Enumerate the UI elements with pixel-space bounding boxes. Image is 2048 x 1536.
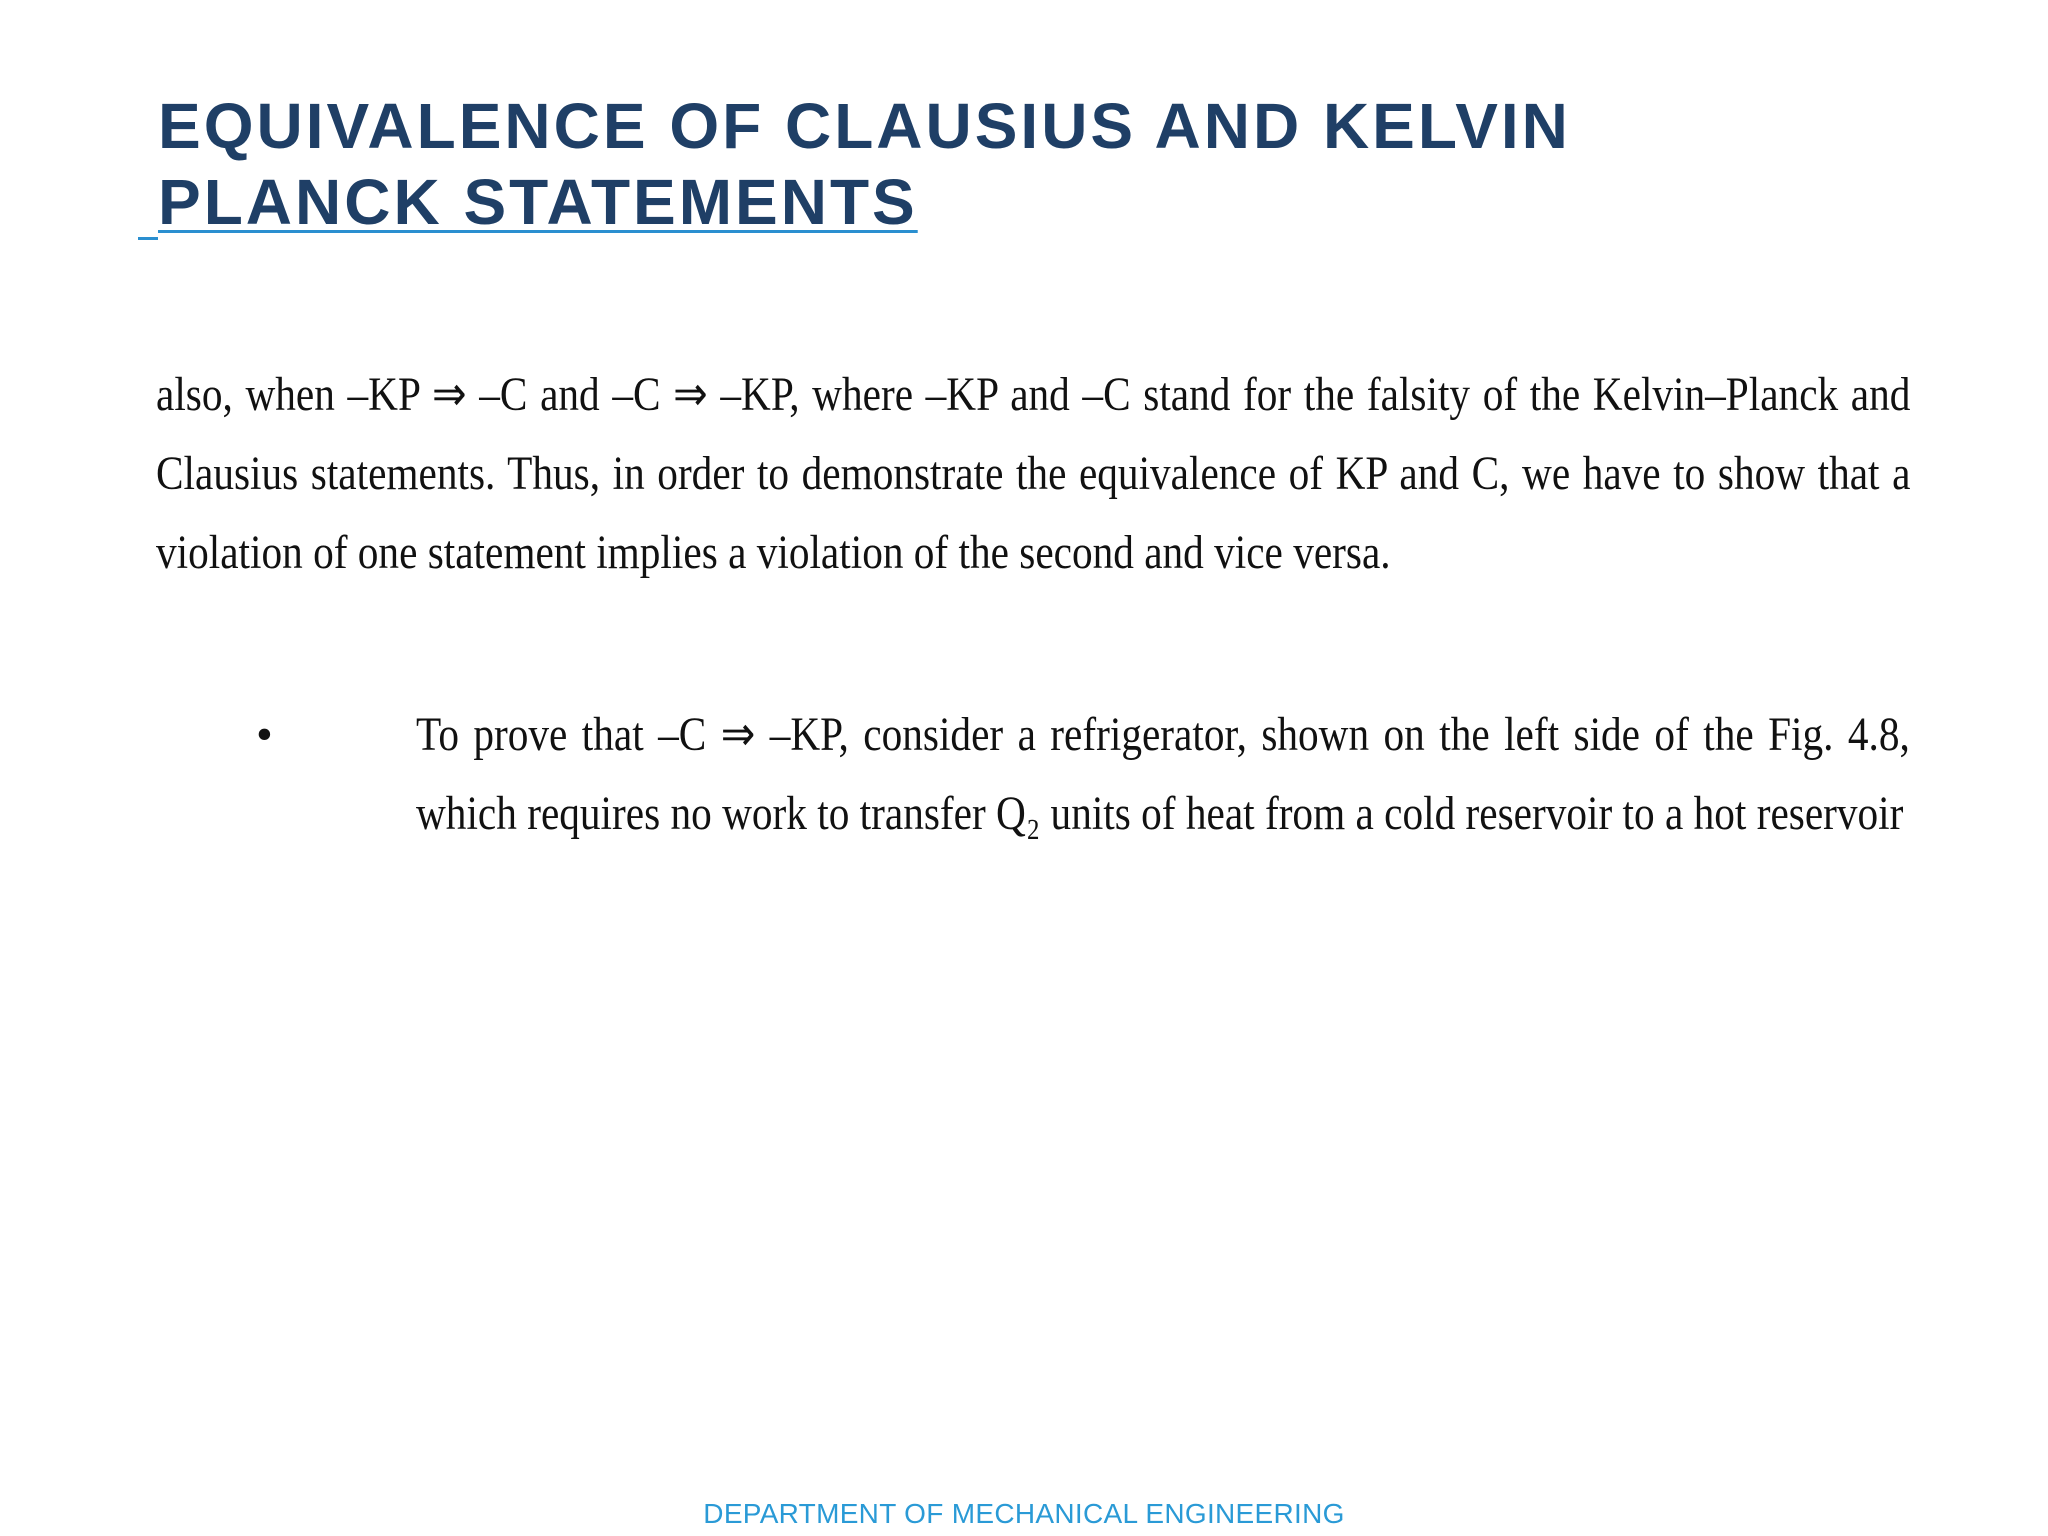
bullet-icon: • [256, 708, 273, 761]
body-paragraph: also, when –KP ⇒ –C and –C ⇒ –KP, where –KP and –C stand for the falsity of the Kelvin–Planck and Clausius statements. Thus, in order to demonstrate the equivalence of KP and C, we have to show that a violation of one statement implies a violation of the second and vice versa. [156, 368, 1911, 579]
bullet-text: To prove that –C ⇒ –KP, consider a refrigerator, shown on the left side of the Fig. 4.8, which requires no work to transfer Q₂ units of heat from a cold reservoir to a hot reservoir [416, 708, 1910, 840]
title-underline-lead [138, 237, 158, 240]
slide-title-line-2: PLANCK STATEMENTS [158, 166, 918, 238]
slide-title-line-1: EQUIVALENCE OF CLAUSIUS AND KELVIN [158, 90, 1571, 162]
scanned-text-image [150, 355, 1910, 895]
slide-title [158, 88, 1571, 240]
footer-department: DEPARTMENT OF MECHANICAL ENGINEERING [703, 1498, 1345, 1529]
